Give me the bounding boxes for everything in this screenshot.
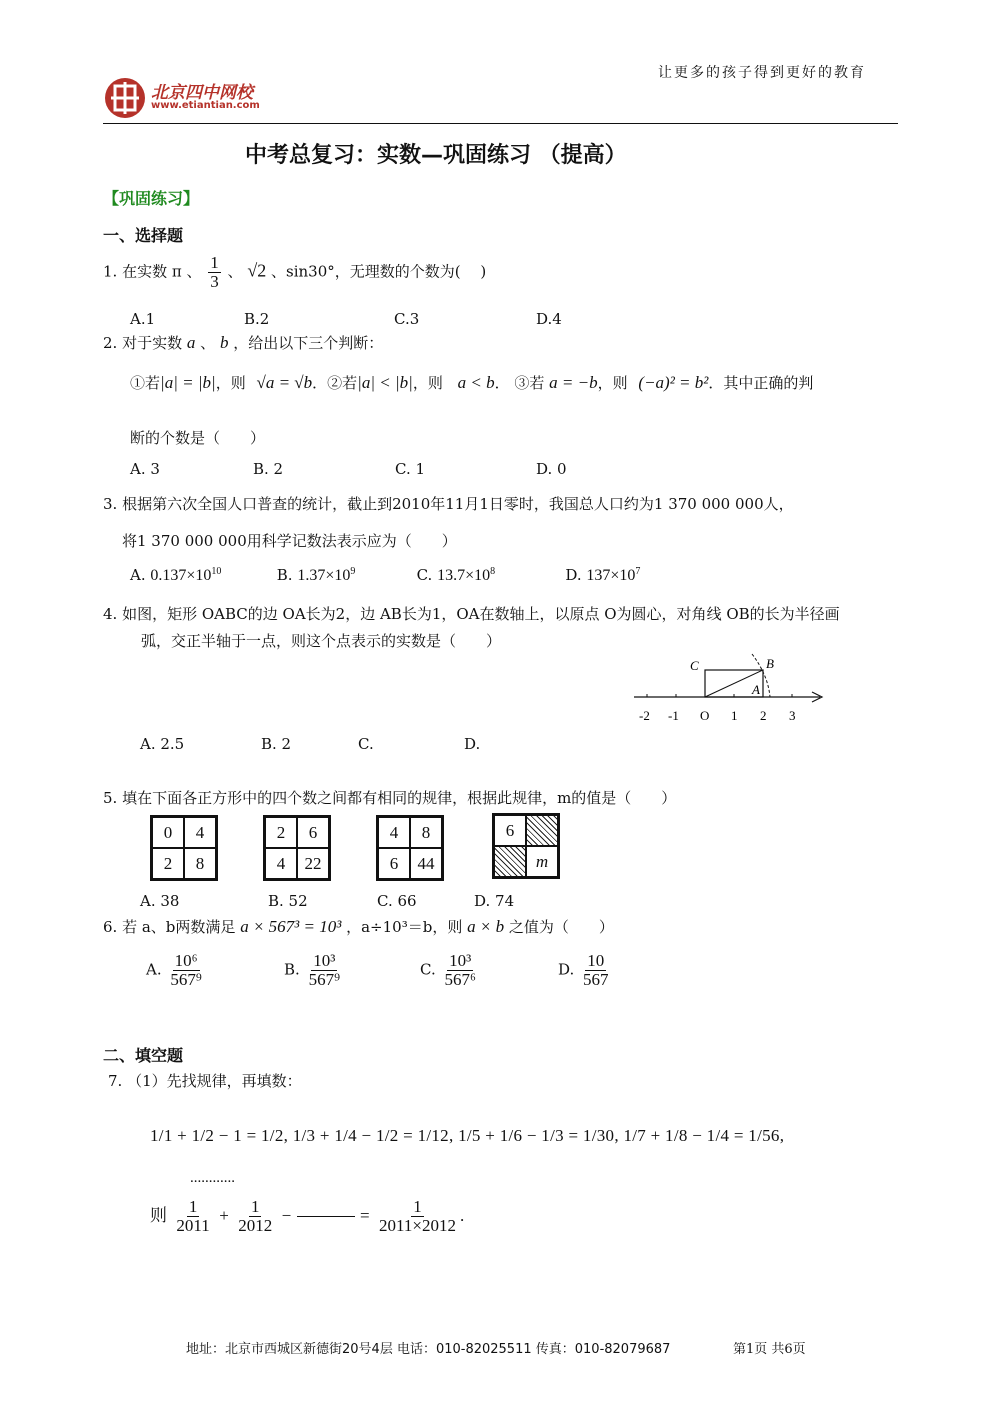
- q6-d-den: 567: [583, 969, 609, 989]
- square-cell: 4: [378, 817, 410, 848]
- q4-line1: 4. 如图，矩形 OABC的边 OA长为2，边 AB长为1，OA在数轴上，以原点 O为圆心，对角线 OB的长为半径画: [103, 605, 840, 623]
- tick-label: -2: [639, 708, 650, 723]
- square-cell-m: m: [526, 846, 558, 877]
- q1-frac-num: 1: [210, 253, 219, 272]
- q5-option-a: A. 38: [140, 892, 180, 910]
- q6-d-frac: [581, 952, 611, 989]
- q1-option-d: D.4: [536, 310, 562, 328]
- tick-label: 1: [731, 708, 738, 723]
- q3-option-c: [417, 566, 561, 585]
- q2-option-b: B. 2: [253, 460, 284, 478]
- section-choice: 一、选择题: [103, 226, 184, 245]
- q4-option-b: B. 2: [261, 735, 292, 753]
- q6-option-c: [420, 952, 480, 989]
- hatched-cell: [494, 846, 526, 877]
- q3-b-mant: 1.37×10: [297, 567, 351, 584]
- q2-sep: 、: [200, 334, 216, 352]
- number-square: [492, 813, 560, 879]
- q3-c-mant: 13.7×10: [437, 567, 491, 584]
- q2-c4: √a = √b: [256, 373, 313, 392]
- question-1: [103, 254, 486, 291]
- q2-c10: a = −b: [549, 373, 598, 392]
- q3-option-b: [277, 566, 412, 585]
- q7-dots: ............: [190, 1170, 235, 1186]
- q2-c2: |a| = |b|: [160, 373, 216, 392]
- q2-c9: ． ③若: [494, 374, 545, 392]
- q6-expr1: a × 567³ = 10³: [240, 917, 342, 936]
- q7-equation: 则 $\frac{1}{2011}$ + $\frac{1}{2012}$ − = $\frac{1}{2011\times 2012}$ .: [150, 1197, 465, 1235]
- q2-line3: 断的个数是（ ）: [130, 429, 266, 447]
- q5-text: 5. 填在下面各正方形中的四个数之间都有相同的规律，根据此规律，m的值是（ ）: [103, 789, 677, 807]
- q7-pattern: 1/1 + 1/2 − 1 = 1/2, 1/3 + 1/4 − 1/2 = 1/12, 1/5 + 1/6 − 1/3 = 1/30, 1/7 + 1/8 − 1/4 = 1/56,: [150, 1126, 785, 1145]
- q1-sqrt: √2: [247, 260, 267, 281]
- square-cell: 8: [410, 817, 442, 848]
- q3-c-label: C.: [416, 566, 433, 584]
- label-b: B: [766, 656, 774, 671]
- q6-b-frac: [307, 952, 342, 989]
- q2-var-b: b: [219, 333, 229, 352]
- q6-option-b: [284, 952, 344, 989]
- q3-a-mant: 0.137×10: [150, 567, 212, 584]
- logo-emblem-icon: [103, 76, 147, 120]
- hatched-cell: [526, 815, 558, 846]
- footer-address: 地址：北京市西城区新德街20号4层 电话：010-82025511 传真：010-82079687: [186, 1342, 671, 1357]
- q6-expr2: a × b: [467, 917, 505, 936]
- q4-option-a: A. 2.5: [140, 735, 185, 753]
- q6-a-label: A.: [146, 960, 162, 979]
- q6-option-a: [146, 952, 206, 989]
- q2-c1: ①若: [130, 374, 161, 392]
- q3-d-mant: 137×10: [586, 567, 636, 584]
- q1-option-a: A.1: [130, 310, 156, 328]
- square-cell: 22: [297, 848, 329, 879]
- q7-ze: 则: [150, 1205, 167, 1226]
- number-square: [376, 815, 444, 881]
- header-rule: [103, 123, 898, 124]
- square-cell: 6: [297, 817, 329, 848]
- square-cell: 44: [410, 848, 442, 879]
- q3-d-label: D.: [565, 566, 582, 584]
- q2-c7: ，则: [412, 374, 443, 392]
- question-2: [103, 332, 383, 353]
- section-fill: 二、填空题: [103, 1046, 184, 1065]
- q6-c-num: 10³: [449, 951, 472, 970]
- q6-text-mid: ，a÷10³＝b，则: [346, 918, 463, 936]
- q7-f2-den: 2012: [238, 1215, 273, 1235]
- tick-label: 3: [789, 708, 796, 723]
- question-6: [103, 916, 614, 937]
- section-tag: 【巩固练习】: [103, 189, 200, 208]
- q3-c-exp: 8: [490, 566, 496, 577]
- logo: [103, 76, 293, 122]
- q6-d-num: 10: [587, 951, 605, 970]
- q6-text-a: 6. 若 a、b两数满足: [103, 918, 236, 936]
- q7-frac1: [174, 1198, 211, 1235]
- footer-page: 第1页 共6页: [733, 1342, 806, 1357]
- q2-option-a: A. 3: [130, 460, 160, 478]
- q2-c13: ．其中正确的判: [708, 374, 814, 392]
- q1-frac-den: 3: [210, 271, 219, 291]
- q6-a-den: 567⁹: [170, 969, 202, 989]
- q1-option-c: C.3: [394, 310, 420, 328]
- q2-c11: ，则: [597, 374, 628, 392]
- q5-option-b: B. 52: [268, 892, 308, 910]
- q6-a-num: 10⁶: [174, 951, 198, 970]
- q6-c-label: C.: [420, 960, 436, 979]
- q2-conditions: [130, 372, 813, 393]
- q3-b-label: B.: [276, 566, 293, 584]
- q3-a-exp: 10: [211, 566, 222, 577]
- logo-name: 北京四中网校: [151, 83, 253, 103]
- q3-line2: 将1 370 000 000用科学记数法表示应为（ ）: [122, 532, 457, 550]
- q1-text-c: 、sin30°，无理数的个数为( ): [271, 262, 487, 281]
- q6-b-den: 567⁹: [308, 969, 341, 989]
- q2-c8: a < b: [457, 373, 495, 392]
- q1-fraction: [208, 254, 221, 291]
- square-cell: 4: [184, 817, 216, 848]
- page-title: 中考总复习：实数—巩固练习 （提高）: [245, 143, 627, 168]
- number-line-figure: [630, 650, 830, 730]
- q6-option-d: [558, 952, 613, 989]
- q3-options: [130, 566, 640, 585]
- q5-option-c: C. 66: [377, 892, 417, 910]
- answer-blank[interactable]: [297, 1216, 355, 1217]
- q4-option-c: C.: [358, 735, 374, 753]
- q6-text-end: 之值为（ ）: [508, 918, 614, 936]
- number-square: [150, 815, 218, 881]
- q7-r-num: 1: [413, 1197, 422, 1216]
- q6-b-label: B.: [284, 960, 300, 979]
- q2-text-a: 2. 对于实数: [103, 334, 183, 352]
- q6-c-den: 567⁶: [444, 969, 476, 989]
- square-cell: 6: [494, 815, 526, 846]
- q7-frac2: [236, 1198, 274, 1235]
- number-square: [263, 815, 331, 881]
- tick-label: -1: [668, 708, 679, 723]
- q6-c-frac: [443, 952, 478, 989]
- q4-option-d: D.: [464, 735, 481, 753]
- q7-intro: 7. （1）先找规律，再填数：: [108, 1072, 302, 1090]
- q2-option-c: C. 1: [395, 460, 426, 478]
- q1-text-b: 、: [227, 262, 243, 281]
- square-cell: 4: [265, 848, 297, 879]
- q3-line1: 3. 根据第六次全国人口普查的统计，截止到2010年11月1日零时，我国总人口约为1 370 000 000人，: [103, 495, 794, 513]
- q7-f1-num: 1: [188, 1197, 198, 1216]
- q7-r-den: 2011×2012: [379, 1215, 456, 1235]
- tick-label: 2: [760, 708, 767, 723]
- q2-c3: ，则: [215, 374, 246, 392]
- q2-option-d: D. 0: [536, 460, 567, 478]
- q7-f2-num: 1: [250, 1197, 260, 1216]
- q3-option-a: [130, 566, 272, 585]
- q7-f1-den: 2011: [176, 1215, 210, 1235]
- q3-option-d: [565, 566, 640, 585]
- q2-c6: |a| < |b|: [357, 373, 413, 392]
- q6-d-label: D.: [558, 960, 575, 979]
- square-cell: 0: [152, 817, 184, 848]
- q1-option-b: B.2: [244, 310, 270, 328]
- q7-result-frac: [377, 1198, 458, 1235]
- square-cell: 8: [184, 848, 216, 879]
- q2-c5: ．②若: [312, 374, 358, 392]
- q6-a-frac: [168, 952, 203, 989]
- label-c: C: [690, 658, 699, 673]
- q1-text-a: 1. 在实数 π 、: [103, 262, 202, 281]
- q2-var-a: a: [186, 333, 196, 352]
- logo-url: www.etiantian.com: [151, 100, 260, 111]
- square-cell: 2: [152, 848, 184, 879]
- q4-line2: 弧，交正半轴于一点，则这个点表示的实数是（ ）: [141, 632, 502, 650]
- q3-a-label: A.: [130, 566, 146, 584]
- q5-option-d: D. 74: [474, 892, 515, 910]
- q3-d-exp: 7: [635, 566, 641, 577]
- square-cell: 6: [378, 848, 410, 879]
- q6-b-num: 10³: [313, 951, 336, 970]
- q3-b-exp: 9: [350, 566, 356, 577]
- tick-label: O: [700, 708, 710, 723]
- label-a: A: [752, 682, 760, 697]
- square-cell: 2: [265, 817, 297, 848]
- q2-c12: (−a)² = b²: [638, 373, 709, 392]
- slogan: 让更多的孩子得到更好的教育: [658, 65, 866, 81]
- q2-text-b: ，给出以下三个判断：: [233, 334, 384, 352]
